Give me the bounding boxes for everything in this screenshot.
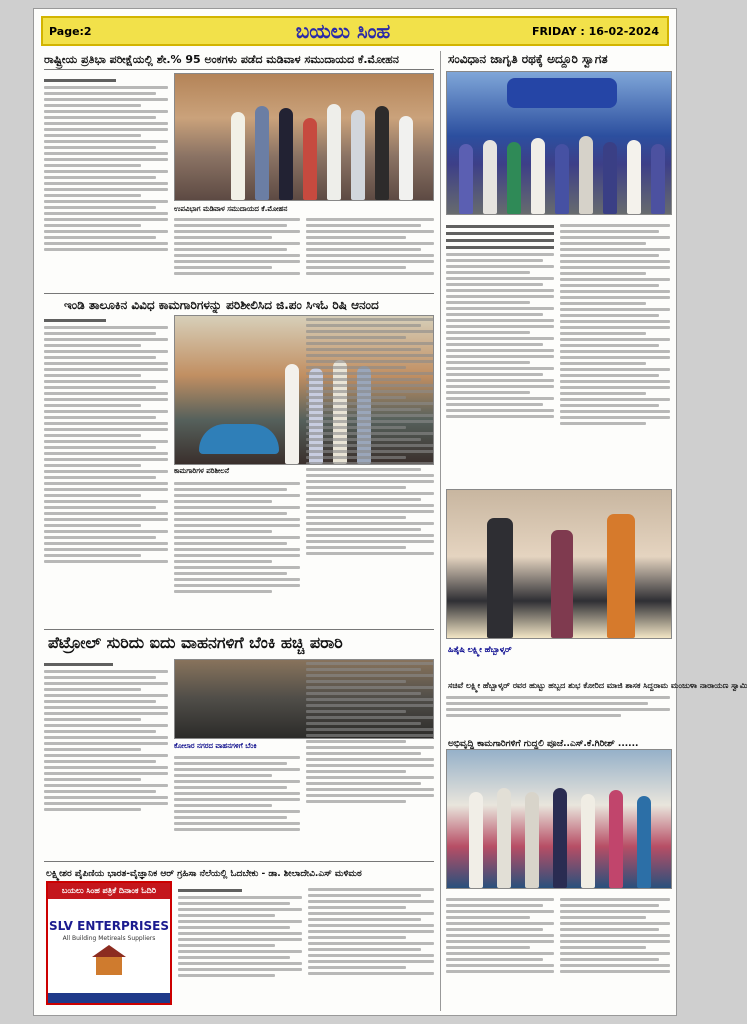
divider xyxy=(44,861,434,862)
person xyxy=(607,514,635,638)
photo-birthday-greeting xyxy=(446,489,672,639)
person xyxy=(637,796,651,888)
photo-group-felicitation xyxy=(174,73,434,201)
article-column xyxy=(174,215,300,289)
person xyxy=(459,144,473,214)
person xyxy=(651,144,665,214)
divider xyxy=(44,293,434,294)
article-column xyxy=(306,659,434,857)
person xyxy=(285,364,299,464)
person xyxy=(579,136,593,214)
headline-groundbreaking: ಅಭಿವೃದ್ಧಿ ಕಾಮಗಾರಿಗಳಿಗೆ ಗುದ್ದಲಿ ಪೂಜೆ..ಎಸ್.ಕೆ.ಗಿರೀಶ್ ...... xyxy=(448,739,639,749)
person xyxy=(351,110,365,200)
photo-groundbreaking xyxy=(446,749,672,889)
article-column xyxy=(306,215,434,289)
person xyxy=(399,116,413,200)
person xyxy=(327,104,341,200)
person xyxy=(553,788,567,888)
person xyxy=(469,792,483,888)
rath-vehicle xyxy=(507,78,617,108)
water-tank xyxy=(199,424,279,454)
person xyxy=(525,792,539,888)
article-column xyxy=(174,479,300,629)
person xyxy=(497,788,511,888)
person xyxy=(279,108,293,200)
person xyxy=(375,106,389,200)
article-column xyxy=(446,895,554,1009)
article-column xyxy=(446,693,670,733)
article-column xyxy=(44,315,168,631)
headline-talent-exam: ರಾಷ್ಟ್ರೀಯ ಪ್ರತಿಭಾ ಪರೀಕ್ಷೆಯಲ್ಲಿ ಶೇ.% 95 ಅಂಕಗಳು ಪಡೆದ ಮಡಿವಾಳ ಸಮುದಾಯದ ಕೆ.ಮೋಹನ xyxy=(44,53,399,66)
ad-tagline: All Building Metireals Suppliers xyxy=(62,935,156,942)
headline-birthday-wish: ಸಚಿವೆ ಲಕ್ಷ್ಮೀ ಹೆಬ್ಬಾಳ್ಕರ್ ರವರ ಹುಟ್ಟು ಹಬ್ಬದ ಶುಭ ಕೋರಿದ ಮಾಜಿ ಶಾಸಕ ಸಿದ್ದರಾಮ ಮಂಜುಳಾ ನಾರಾಯಣ ಸ್ವಾಮಿ xyxy=(448,681,747,690)
ad-business-name: SLV ENTERPRISES xyxy=(49,919,169,933)
article-column xyxy=(560,221,670,483)
ad-header: ಬಯಲು ಸಿಂಹ ಪತ್ರಿಕೆ ದಿನಾಂಕ ಓದಿರಿ xyxy=(48,883,170,899)
photo-caption: ಹಿತೈಷಿ ಲಕ್ಷ್ಮೀ ಹೆಬ್ಬಾಳ್ಕರ್ xyxy=(448,645,512,654)
ad-footer-bar xyxy=(48,993,170,1003)
article-column xyxy=(178,885,302,1007)
advertisement[interactable] xyxy=(46,881,172,1005)
headline-ceo-inspection: ಇಂಡಿ ತಾಲೂಕಿನ ವಿವಿಧ ಕಾಮಗಾರಿಗಳನ್ನು ಪರಿಶೀಲಿಸಿದ ಜಿ.ಪಂ ಸಿಇಓ ರಿಷಿ ಆನಂದ xyxy=(64,298,379,312)
headline-mahabharata: ಲಕ್ಷ್ಮೀಶರ ಪೈಪಿಣಿಯ ಭಾರತ-ವೈಜ್ಞಾನಿಕ ಆರ್ ಗ್ರಹಿಸಾ ನೆಲೆಯಲ್ಲಿ ಓದಬೇಕು - ಡಾ. ಶೀಲಾದೇವಿ.ಎಸ್ ಮಳಿಮಠ xyxy=(46,869,362,879)
photo-caption: ಉಪವಿಭಾಗ ಮಡಿವಾಳ ಸಮುದಾಯದ ಕೆ.ಮೋಹನ xyxy=(174,205,288,213)
divider xyxy=(44,629,434,630)
article-column xyxy=(560,895,670,1009)
masthead xyxy=(41,16,669,46)
person xyxy=(303,118,317,200)
issue-date: FRIDAY : 16-02-2024 xyxy=(531,25,659,38)
photo-caption: ಕಾಮಗಾರಿಗಳ ಪರಿಶೀಲನೆ xyxy=(174,467,229,475)
article-column xyxy=(306,315,434,629)
article-column xyxy=(446,221,554,483)
house-icon xyxy=(92,945,126,957)
article-column xyxy=(174,753,300,857)
person xyxy=(627,140,641,214)
person xyxy=(507,142,521,214)
person xyxy=(609,790,623,888)
divider xyxy=(44,69,434,70)
article-column xyxy=(44,659,168,855)
person xyxy=(231,112,245,200)
person xyxy=(555,144,569,214)
person xyxy=(581,794,595,888)
person xyxy=(255,106,269,200)
person xyxy=(483,140,497,214)
person xyxy=(603,142,617,214)
headline-vehicle-fire: ಪೆಟ್ರೋಲ್ ಸುರಿದು ಐದು ವಾಹನಗಳಿಗೆ ಬೆಂಕಿ ಹಚ್ಚಿ ಪರಾರಿ xyxy=(48,633,343,652)
person xyxy=(487,518,513,638)
photo-caption: ಕೋಲಾರ ನಗರದ ವಾಹನಗಳಿಗೆ ಬೆಂಕಿ xyxy=(174,742,257,750)
column-separator xyxy=(440,51,441,1011)
article-column xyxy=(308,885,434,1007)
newspaper-page xyxy=(33,8,747,1016)
person xyxy=(551,530,573,638)
headline-constitution-rally: ಸಂವಿಧಾನ ಜಾಗೃತಿ ರಥಕ್ಕೆ ಅದ್ದೂರಿ ಸ್ವಾಗತ xyxy=(448,52,608,66)
article-column xyxy=(44,75,168,290)
person xyxy=(531,138,545,214)
house-icon-body xyxy=(96,957,122,975)
page-number: Page:2 xyxy=(49,25,92,38)
newspaper-title: ಬಯಲು ಸಿಂಹ xyxy=(295,19,391,43)
photo-constitution-rally xyxy=(446,71,672,215)
